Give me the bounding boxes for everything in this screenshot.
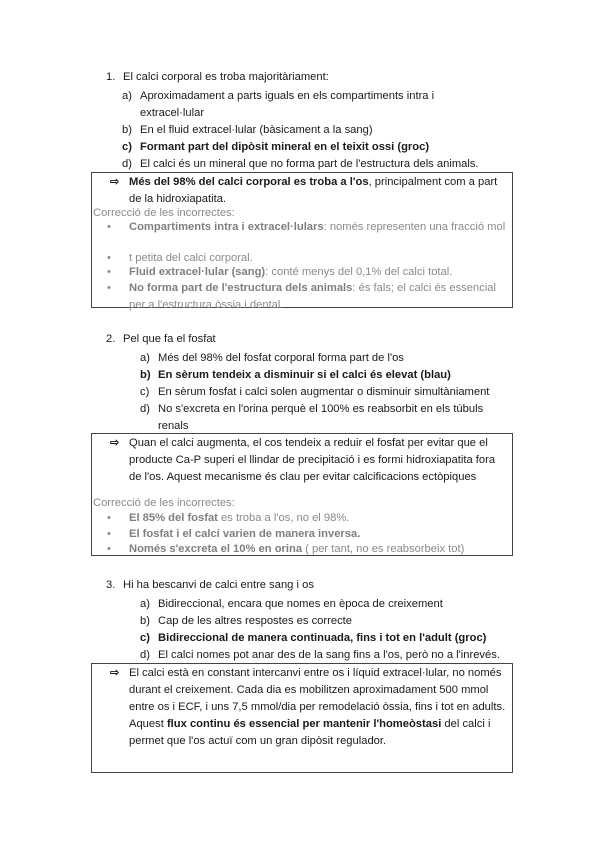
option-text: Bidireccional de manera continuada, fins i tot en l'adult (groc) [158, 632, 487, 644]
answer-note: Quan el calci augmenta, el cos tendeix a reduir el fosfat per evitar que el producte Ca-P superi el llindar de precipitació i es formi hidroxiapatita fora de l'os. Aquest mecanisme és clau per evitar calcificacions ectòpiques [129, 437, 496, 483]
question-title [106, 579, 314, 591]
answer-box [91, 663, 513, 773]
question-title [106, 333, 216, 345]
bullet-bold: Fluid extracel·lular (sang) [129, 266, 266, 278]
note-text: , principalment com a part de la hidroxiapatita. [129, 176, 498, 205]
answer-note [129, 174, 507, 208]
correction-title: Correcció de les incorrectes: [93, 207, 235, 219]
option-text: Aproximadament a parts iguals en els compartiments intra i [140, 90, 435, 102]
option-c-correct [140, 630, 486, 647]
bullet-text: t petita del calci corporal. [129, 252, 253, 264]
option-a-continued [140, 105, 204, 122]
bullet-icon: • [107, 221, 111, 233]
option-letter: b) [122, 124, 132, 136]
option-a [140, 350, 404, 367]
option-letter: a) [122, 90, 132, 102]
arrow-right-icon: ⇨ [110, 437, 120, 449]
option-text: En sèrum tendeix a disminuir si el calci és elevat (blau) [158, 369, 451, 381]
bullet-text: : és fals; el calci és essencial per a l'estructura òssia i dental. [129, 282, 497, 311]
answer-note [129, 665, 507, 750]
bullet-icon: • [107, 266, 111, 278]
option-letter: b) [140, 369, 151, 381]
option-b [122, 122, 373, 139]
question-text: Pel que fa el fosfat [123, 333, 216, 345]
question-text: El calci corporal es troba majoritàriament: [123, 71, 329, 83]
option-letter: d) [122, 158, 132, 170]
bullet-bold: No forma part de l'estructura dels animals [129, 282, 353, 294]
option-letter: d) [140, 649, 150, 661]
option-a [140, 596, 443, 613]
option-letter: a) [140, 598, 150, 610]
option-text: Cap de les altres respostes es correcte [158, 615, 353, 627]
bullet-icon: • [107, 252, 111, 264]
option-letter: a) [140, 352, 150, 364]
bullet-icon: • [107, 282, 111, 294]
option-b-correct [140, 367, 451, 384]
option-text: renals [158, 420, 189, 432]
note-text: del calci i permet que l'os actuï com un gran dipòsit regulador. [129, 718, 491, 747]
question-text: Hi ha bescanvi de calci entre sang i os [123, 579, 314, 591]
option-text: En sèrum fosfat i calci solen augmentar o disminuir simultàniament [158, 386, 490, 398]
bullet-icon: • [107, 512, 111, 524]
option-letter: c) [122, 141, 132, 153]
option-text: Formant part del dipòsit mineral en el teixit ossi (groc) [140, 141, 430, 153]
option-c-correct [122, 139, 429, 156]
option-text: El calci nomes pot anar des de la sang fins a l'os, però no a l'inrevés. [158, 649, 500, 661]
option-d [140, 401, 483, 418]
bullet-bold: El 85% del fosfat [129, 512, 218, 524]
option-d [140, 647, 500, 664]
option-letter: c) [140, 632, 150, 644]
arrow-right-icon: ⇨ [110, 176, 120, 188]
correction-title: Correcció de les incorrectes: [93, 497, 235, 509]
option-text: Més del 98% del fosfat corporal forma part de l'os [158, 352, 404, 364]
option-text: En el fluid extracel·lular (bàsicament a la sang) [140, 124, 373, 136]
note-bold: flux continu és essencial per mantenir l'homeòstasi [166, 718, 442, 730]
option-letter: d) [140, 403, 150, 415]
arrow-right-icon: ⇨ [110, 667, 120, 679]
question-number: 2. [106, 333, 116, 345]
bullet-bold: Compartiments intra i extracel·lulars [129, 221, 324, 233]
option-letter: b) [140, 615, 150, 627]
option-letter: c) [140, 386, 150, 398]
question-title [106, 71, 329, 83]
bullet-bold: Només s'excreta el 10% en orina [129, 543, 303, 555]
bullet-icon: • [107, 528, 111, 540]
answer-box [91, 433, 513, 556]
bullet-text: es troba a l'os, no el 98%. [217, 512, 350, 524]
bullet-bold: El fosfat i el calci varien de manera inversa. [129, 528, 361, 540]
option-text: Bidireccional, encara que nomes en època de creixement [158, 598, 443, 610]
bullet-text: : només representen una fracció mol [323, 221, 506, 233]
option-c [140, 384, 489, 401]
question-number: 3. [106, 579, 116, 591]
bullet-text: ( per tant, no es reabsorbeix tot) [302, 543, 465, 555]
bullet-icon: • [107, 543, 111, 555]
bullet-text: : conté menys del 0,1% del calci total. [265, 266, 453, 278]
option-d [122, 156, 479, 173]
option-text: El calci és un mineral que no forma part de l'estructura dels animals. [140, 158, 479, 170]
note-bold: Més del 98% del calci corporal es troba a l'os [129, 176, 369, 188]
option-text: extracel·lular [140, 107, 205, 119]
answer-box [91, 172, 513, 311]
option-b [140, 613, 352, 630]
note-text: El calci està en constant intercanvi entre os i líquid extracel·lular, no només durant el creixement. Cada dia es mobilitzen aproximadament 500 mmol entre os i ECF, i uns 7,5 mmol/dia per remodelació òssia, fins i tot en adults. Aquest [129, 667, 506, 730]
question-number: 1. [106, 71, 116, 83]
option-a [122, 88, 434, 105]
option-text: No s'excreta en l'orina perquè el 100% es reabsorbit en els túbuls [158, 403, 484, 415]
